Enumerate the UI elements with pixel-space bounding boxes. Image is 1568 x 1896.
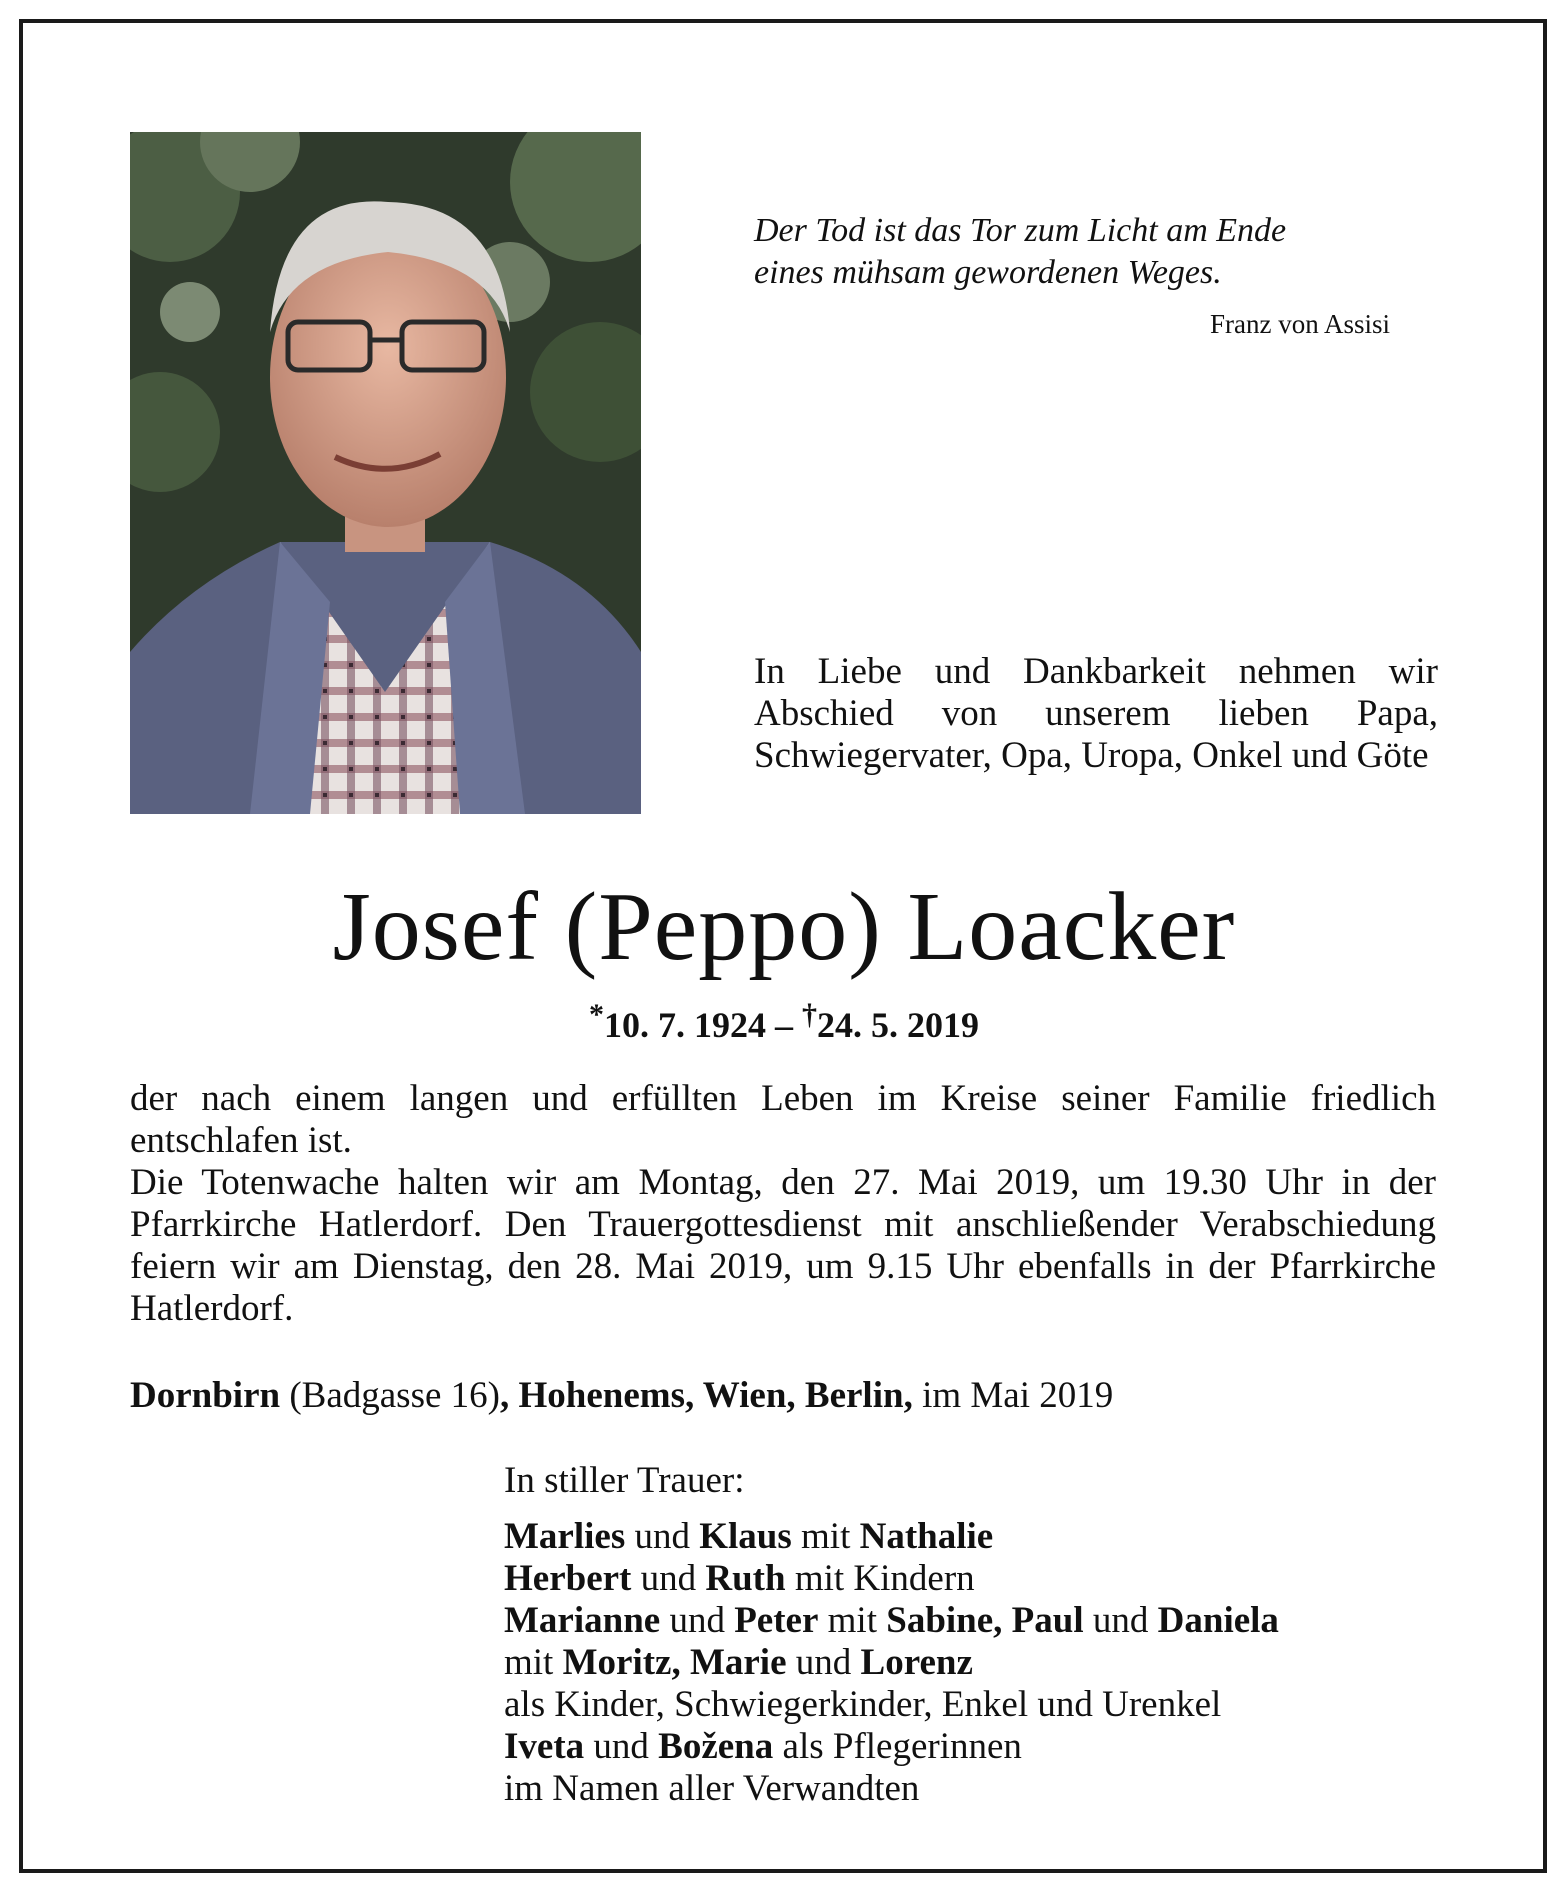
connector: mit [504,1642,563,1683]
mourner-name: Daniela [1157,1600,1279,1641]
quote [754,210,1390,294]
death-date: 24. 5. 2019 [817,1005,979,1045]
quote-line: eines mühsam gewordenen Weges. [754,254,1222,291]
birth-date: 10. 7. 1924 [604,1005,766,1045]
mourner-line: als Kinder, Schwiegerkinder, Enkel und Urenkel [504,1684,1222,1725]
mourner-name: Klaus [699,1516,792,1557]
birth-symbol: * [589,998,604,1031]
death-symbol: † [802,998,817,1031]
connector: und [625,1516,700,1557]
mourner-name: Moritz, Marie [562,1642,787,1683]
portrait-photo [130,132,641,814]
intro-paragraph: In Liebe und Dankbarkeit nehmen wir Abschied von unserem lieben Papa, Schwiegervater, Opa, Uropa, Onkel und Göte [754,651,1438,776]
connector: mit [791,1516,860,1557]
mourner-name: Herbert [504,1558,632,1599]
mourner-line: im Namen aller Verwandten [504,1768,920,1809]
mourner-name: Sabine, Paul [886,1600,1084,1641]
quote-author: Franz von Assisi [1209,309,1390,339]
connector: und [1083,1600,1158,1641]
address: (Badgasse 16) [280,1375,500,1416]
mourner-line [504,1516,1454,1558]
mourner-line [504,1726,1454,1768]
quote-line: Der Tod ist das Tor zum Licht am Ende [754,212,1287,249]
mourner-name: Marlies [504,1516,626,1557]
mourner-name: Ruth [705,1558,786,1599]
announcement-body [130,1078,1436,1330]
life-dates [0,998,1568,1046]
city-dornbirn: Dornbirn [130,1375,281,1416]
body-paragraph: der nach einem langen und erfüllten Leben im Kreise seiner Familie friedlich entschlafen ist. [130,1078,1436,1161]
mourner-line [504,1558,1454,1600]
mourner-line [504,1600,1454,1642]
deceased-name: Josef (Peppo) Loacker [332,873,1236,981]
month-year: im Mai 2019 [912,1375,1114,1416]
mourners-block [504,1460,1454,1810]
intro-text [754,651,1438,777]
mourner-name: Božena [658,1726,774,1767]
connector: mit Kindern [785,1558,975,1599]
mourner-name: Iveta [504,1726,585,1767]
mourner-line [504,1642,1454,1684]
connector: und [786,1642,861,1683]
mourner-name: Lorenz [860,1642,973,1683]
connector: und [631,1558,706,1599]
place-date-line [130,1374,1113,1417]
connector: mit [818,1600,887,1641]
connector: als Pflegerinnen [773,1726,1022,1767]
mourner-name: Nathalie [859,1516,994,1557]
mourning-label: In stiller Trauer: [504,1460,745,1501]
mourner-name: Marianne [504,1600,661,1641]
connector: und [584,1726,659,1767]
cities: , Hohenems, Wien, Berlin, [499,1375,913,1416]
portrait-illustration [130,132,641,814]
date-separator: – [766,1005,802,1045]
mourner-name: Peter [734,1600,819,1641]
connector: und [660,1600,735,1641]
body-paragraph: Die Totenwache halten wir am Montag, den 27. Mai 2019, um 19.30 Uhr in der Pfarrkirche Hatlerdorf. Den Trauergottesdienst mit anschließender Verabschiedung feiern wir am Dienstag, den 28. Mai 2019, um 9.15 Uhr ebenfalls in der Pfarrkirche Hatlerdorf. [130,1162,1436,1329]
